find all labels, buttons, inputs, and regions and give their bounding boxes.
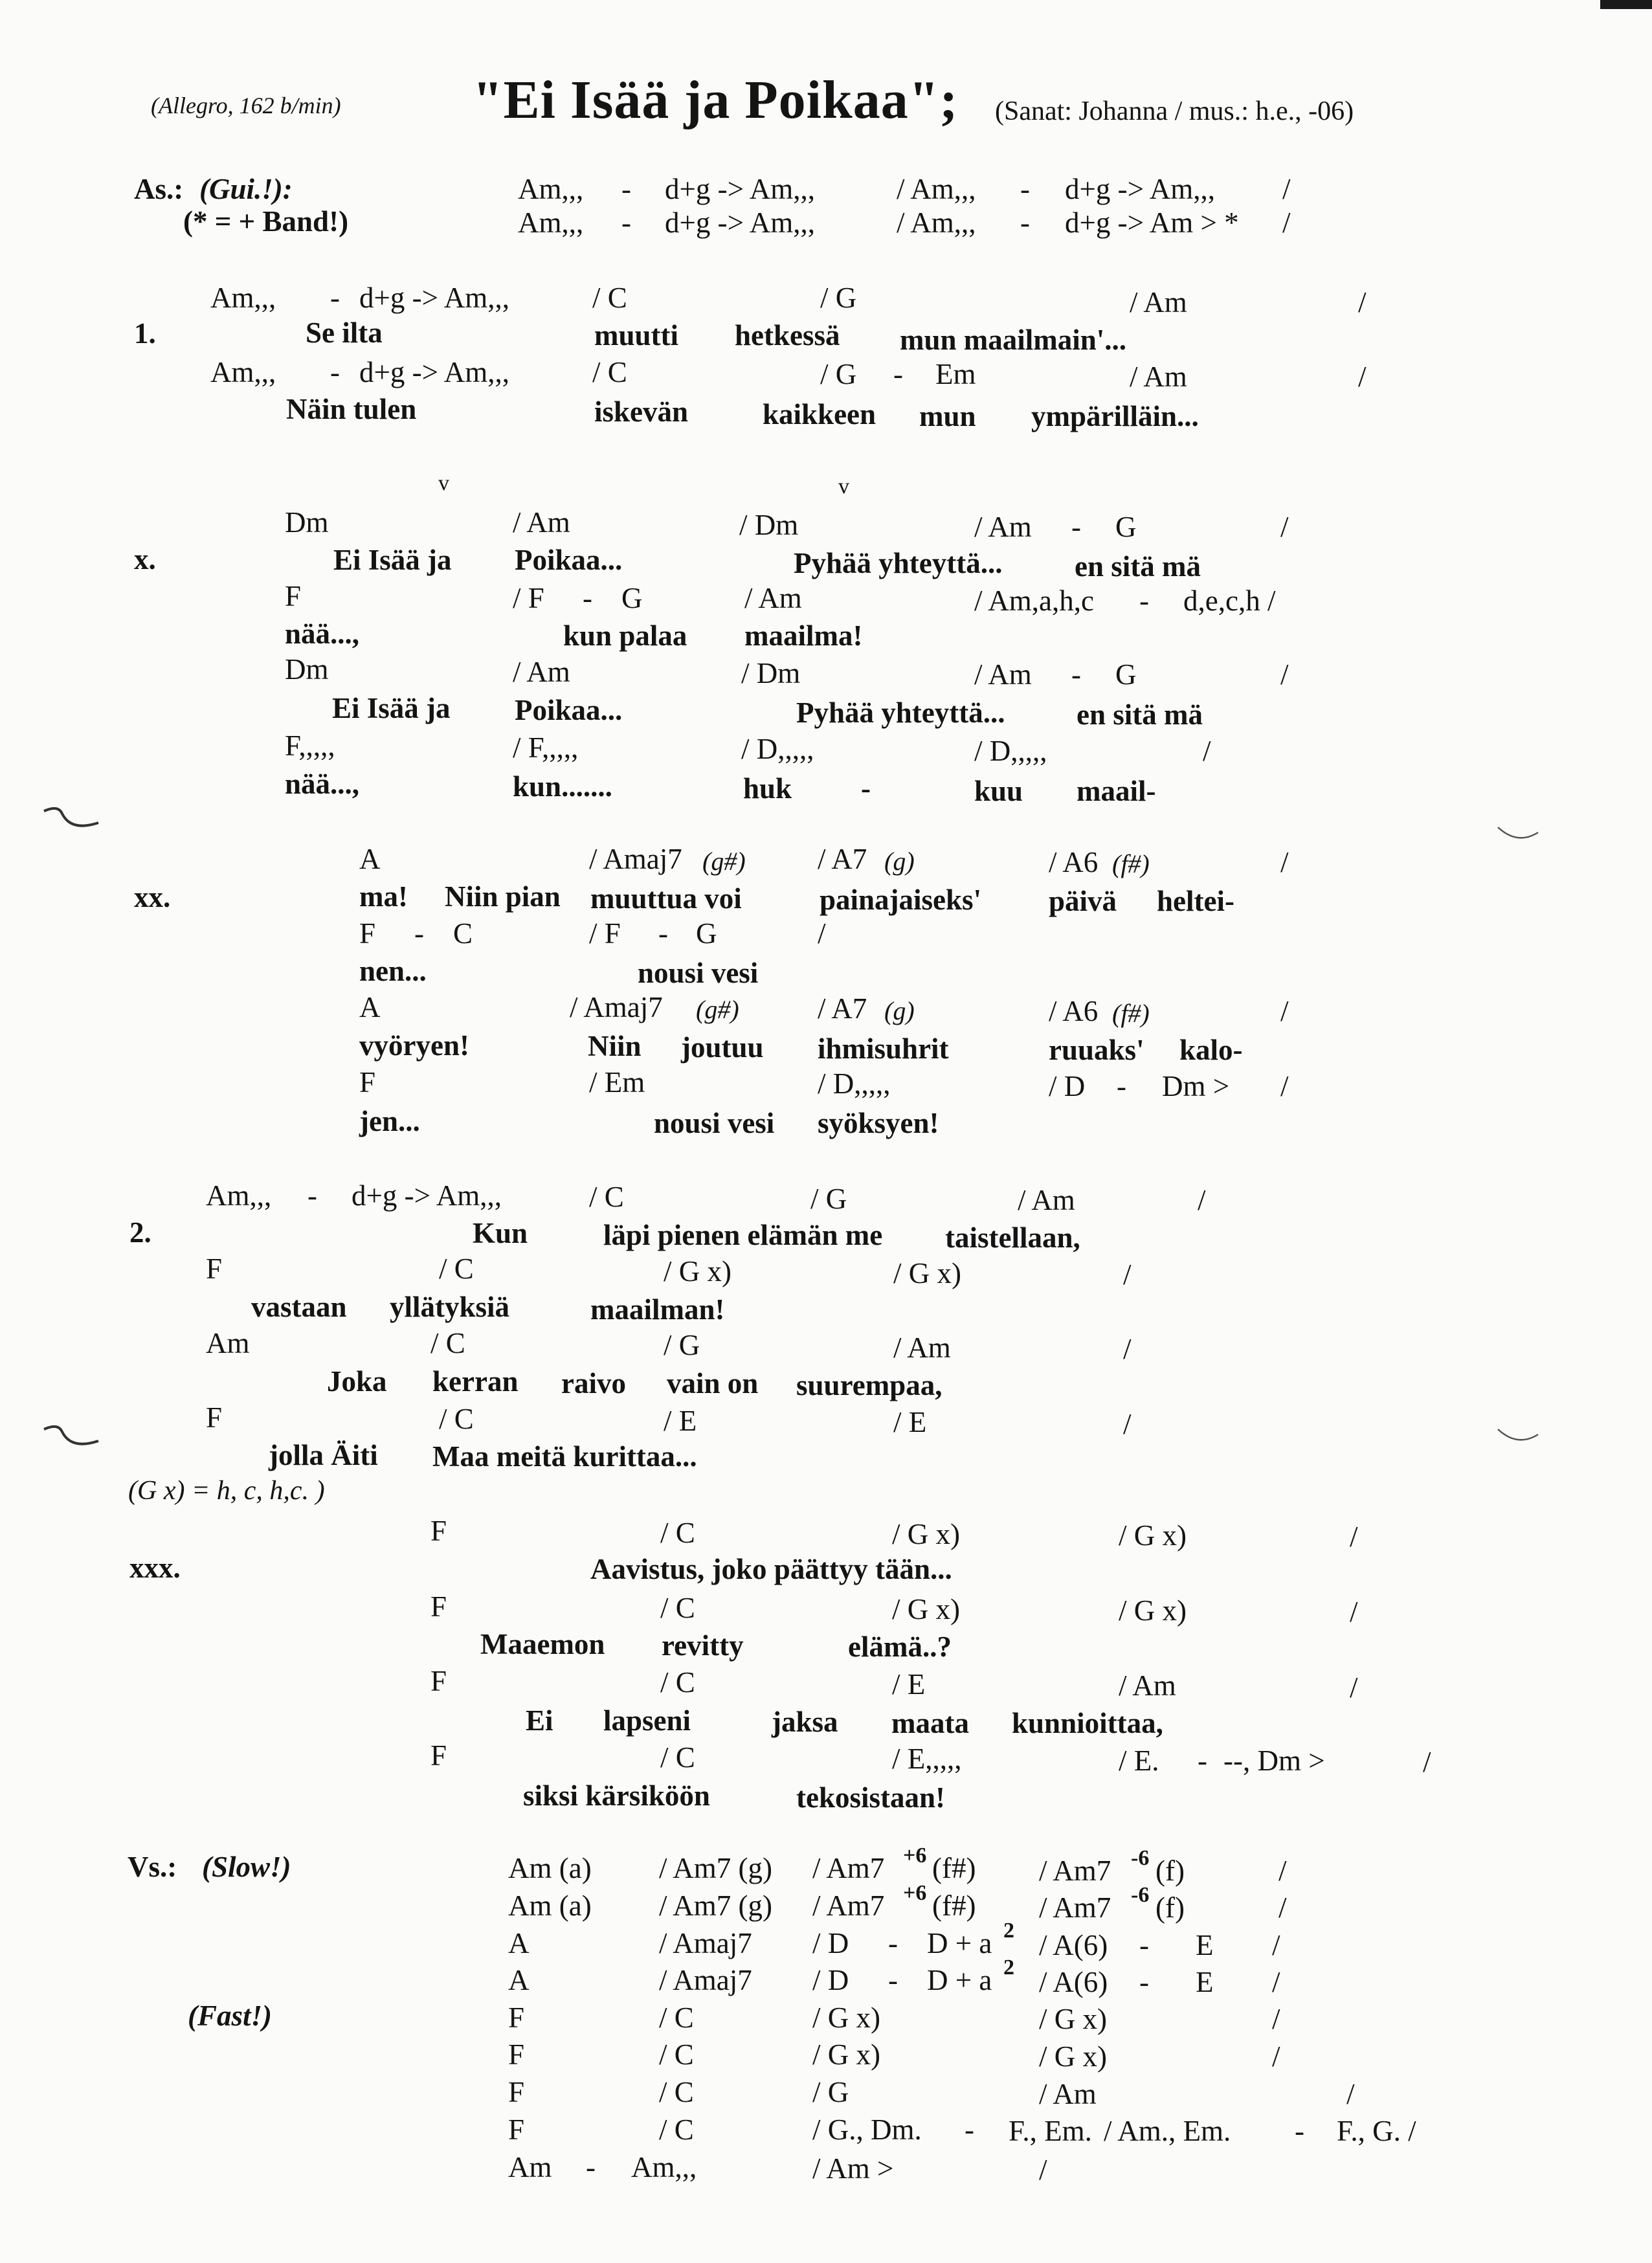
chord: / Am,,, [897,206,976,239]
chord-dash: - [621,173,631,205]
lyric: kun palaa [563,619,687,652]
lyric: syöksyen! [818,1107,939,1139]
gx-definition-note: (G x) = h, c, h,c. ) [128,1476,325,1506]
chord: / A(6) [1039,1966,1108,1998]
bar-line: / [1280,658,1289,691]
lyric: ma! [359,880,408,913]
chord: / C [592,282,627,314]
chord: D + a [927,1927,992,1959]
lyric: kaikkeen [763,398,876,430]
chord: F [508,2076,525,2108]
chord: / Am [1039,2078,1097,2110]
lyric: nää..., [285,768,360,800]
bar-line: / [1272,1966,1280,1998]
chord: / G x) [1039,2040,1107,2073]
chord: / Am [744,582,802,614]
chord: Am,,, [210,282,276,314]
chord: d+g -> Am,,, [352,1179,502,1212]
chord: / Am > [812,2152,894,2185]
chord: / C [660,1741,695,1774]
lyric: Niin pian [445,880,561,913]
chord-superscript: 2 [1003,1956,1014,1979]
song-title: "Ei Isää ja Poikaa"; [473,70,959,130]
chord: / Amaj7 [659,1927,752,1959]
chord: / A(6) [1039,1929,1108,1961]
lyric: vastaan [251,1291,347,1323]
chord: A [508,1964,530,1996]
chord: / D,,,,, [741,733,814,765]
bar-line: / [1350,1596,1358,1628]
lyric: kuu [974,775,1023,807]
lyric: vyöryen! [359,1029,469,1062]
lyric: kalo- [1179,1034,1243,1066]
chord: / Am7 [812,1852,885,1884]
bar-line: / [1039,2154,1047,2186]
bar-line: / [1346,2078,1355,2110]
lyric: tekosistaan! [796,1781,946,1814]
lyric: nen... [359,955,427,987]
chord: / D [812,1964,849,1996]
bar-line: / [1280,846,1289,878]
scan-hole-mark [39,799,104,838]
chord: / E [892,1668,926,1700]
bridge-label: xx. [134,881,171,913]
bar-line: / [1123,1333,1132,1365]
bar-line: / [1423,1746,1431,1778]
chord: Dm [285,653,329,686]
chord: / G [812,2076,849,2108]
lyric: nousi vesi [638,957,759,989]
chord: / Am7 (g) [659,1852,772,1884]
chord-superscript: -6 [1131,1883,1150,1907]
lyric: maail- [1077,775,1156,807]
scan-hole-mark [1495,1424,1541,1450]
chord: / Am7 [1039,1855,1111,1887]
chord-bass-note: (g#) [696,995,739,1024]
chord: F., G. / [1337,2115,1416,2147]
chord: F [430,1665,447,1697]
chord-dash: - [1071,658,1081,691]
chord: / Em [589,1066,645,1098]
chord: / E,,,,, [892,1743,962,1775]
chord: / G [820,282,857,314]
lyric: joutuu [681,1031,764,1064]
chord-dash: - [414,917,424,950]
chord: F [430,1590,447,1623]
lyric: kun....... [513,770,612,803]
chord: / Amaj7 [570,991,663,1023]
chord: G [1115,511,1137,543]
chord-bass-note: (f#) [1112,849,1150,878]
chord-dash: - [893,358,903,390]
bar-line: / [1272,2040,1280,2073]
chord: / G x) [1119,1594,1187,1627]
lyric: nousi vesi [654,1107,775,1139]
chord: Dm > [1162,1070,1230,1102]
bar-line: / [1280,1070,1289,1102]
chord-dash: - [888,1927,898,1959]
lyric: en sitä mä [1077,698,1203,731]
chord: d+g -> Am,,, [665,206,816,239]
lyric: Niin [588,1030,642,1062]
chord: / D,,,,, [974,735,1047,767]
chord: Am,,, [518,173,584,205]
lyric: Se ilta [306,317,383,349]
chord: / C [660,1517,695,1549]
lyric: suurempaa, [796,1369,943,1401]
chord: / A7 [818,992,867,1025]
intro-instrument: (Gui.!): [199,173,293,205]
chord: / Am [1018,1184,1075,1216]
verse-1-label: 1. [134,317,156,350]
chord: / Am [1119,1669,1176,1702]
chord: / G x) [664,1255,731,1288]
lyric: yllätyksiä [390,1291,510,1323]
chord: d+g -> Am,,, [359,282,510,314]
chord-bass-note: (g#) [702,847,746,876]
chord: / A7 [818,843,867,875]
chord-dash: - [658,917,668,950]
chord: E [1196,1929,1214,1961]
chord: --, Dm > [1223,1745,1325,1777]
chord-dash: - [1139,585,1149,617]
chord-dash: - [307,1179,317,1212]
chord: / C [592,356,627,388]
chord: Am (a) [508,1890,592,1922]
outro-label: Vs.: [128,1851,177,1883]
chord-dash: - [888,1964,898,1996]
bar-line: / [1278,1891,1287,1924]
lyric: lapseni [603,1704,691,1737]
chord: / Am,,, [897,173,976,205]
chord-dash: - [330,356,340,388]
tempo-marking: (Allegro, 162 b/min) [151,93,341,118]
chord: / Am [1130,361,1187,393]
chord: G [1115,658,1137,691]
lyric: heltei- [1157,885,1234,917]
chord: G [696,917,717,950]
lyric: Pyhää yhteyttä... [794,547,1003,579]
outro-fast-marking: (Fast!) [188,2000,273,2032]
lyric: jaksa [772,1706,838,1738]
chord: Am,,, [518,206,584,239]
scan-hole-mark [1495,822,1541,848]
lyric: Poikaa... [515,544,623,576]
bar-line: / [818,917,826,950]
lyric: Näin tulen [286,393,417,425]
lyric: kunnioittaa, [1012,1707,1163,1739]
chord: / E. [1119,1745,1159,1777]
chord: A [508,1927,530,1959]
lyric: raivo [561,1367,626,1399]
chord: F [508,2038,525,2071]
chord: C [453,917,473,950]
bar-line: / [1358,286,1367,318]
chord: d+g -> Am,,, [1065,173,1216,205]
bar-line: / [1350,1521,1358,1553]
chord-dash: - [1139,1966,1149,1998]
chord: F [359,1066,376,1098]
chord: / D [1049,1070,1086,1102]
bar-line: / [1282,173,1291,205]
chord: / Amaj7 [589,843,682,875]
lyric: en sitä mä [1075,550,1201,583]
chord: Am [206,1327,250,1359]
chord: / G x) [1039,2003,1107,2035]
chord: / Am [1130,286,1187,318]
chord: / G., Dm. [812,2113,922,2146]
part-3-label: xxx. [129,1552,181,1584]
chord: Am,,, [631,2151,697,2183]
bar-line: / [1278,1855,1287,1887]
lyric: nää..., [285,618,360,650]
chord: (f#) [932,1890,976,1922]
chord: / Am [513,656,570,688]
chord: / C [660,1592,695,1624]
lyric: Ei [526,1704,553,1737]
chord: / Dm [741,657,801,689]
chord-dash: - [1020,173,1030,205]
intro-label: As.: [134,173,184,205]
chord: / Am., Em. [1104,2115,1231,2147]
chord: F [206,1401,223,1434]
chord: / C [659,2076,694,2108]
chord-dash: - [586,2151,596,2183]
chord: / F [589,917,621,950]
chorus-label: x. [134,543,156,575]
lyric: Aavistus, joko päättyy tään... [590,1553,952,1585]
chord: / Am [974,658,1032,691]
chord: / G x) [892,1593,960,1625]
chord: Em [935,358,976,390]
chord: (f) [1155,1891,1185,1924]
lyric: maailman! [590,1293,725,1326]
lyric: ympärilläin... [1031,400,1199,432]
chord: D + a [927,1964,992,1996]
chord: (f#) [932,1852,976,1884]
lyric: revitty [662,1629,744,1662]
chord: d+g -> Am,,, [665,173,816,205]
chord: / G x) [892,1518,960,1550]
chord: d+g -> Am > * [1065,206,1239,239]
lyric: Maaemon [480,1628,605,1660]
chord: / C [430,1327,465,1359]
chord: / G x) [812,2038,880,2071]
chord: F [430,1515,447,1547]
chord: Dm [285,506,329,539]
chord-dash: - [1117,1070,1126,1102]
chord-dash: - [1020,206,1030,239]
bar-line: / [1123,1408,1132,1440]
chord: / Am [513,506,570,539]
bar-line: / [1272,2003,1280,2035]
lyric: maailma! [744,619,863,652]
lyric: ihmisuhrit [818,1032,949,1065]
chord: / G [820,358,857,390]
chord-superscript: 2 [1003,1919,1014,1943]
bar-line: / [1280,511,1289,543]
chord: A [359,843,381,875]
chord: / Am7 [1039,1891,1111,1924]
lyric: jolla Äiti [269,1439,378,1471]
lyric: läpi pienen elämän me [603,1219,883,1251]
lyric: ruuaks' [1049,1034,1144,1066]
chord: / E [893,1406,927,1438]
chord: / G x) [893,1257,961,1289]
chord: / Am7 (g) [659,1890,772,1922]
lyric: siksi kärsiköön [523,1779,710,1812]
scan-hole-mark [39,1418,104,1456]
intro-band-note: (* = + Band!) [183,205,349,238]
bar-line: / [1123,1258,1132,1291]
lyric: hetkessä [735,319,840,351]
chord: / G x) [812,2001,880,2034]
chord: / Amaj7 [659,1964,752,1996]
bar-line: / [1203,735,1211,767]
chord: / Am [974,511,1032,543]
chord: / A6 [1049,995,1099,1027]
chord: / C [660,1666,695,1699]
chord: F [206,1253,223,1285]
chord: (f) [1155,1855,1185,1887]
chord: Am [508,2151,552,2183]
chord: / Am,a,h,c [974,585,1094,617]
chord-dash: - [621,206,631,239]
chord-dash: - [1071,511,1081,543]
chord: / G x) [1119,1519,1187,1552]
chord: E [1196,1966,1214,1998]
lyric: jen... [359,1105,420,1137]
scan-edge-mark [1600,0,1652,9]
chord: Am,,, [210,356,276,388]
chord: F [508,2001,525,2034]
chord: / Am [893,1332,951,1364]
chord: F,,,,, [285,730,335,762]
outro-slow-marking: (Slow!) [202,1851,291,1883]
song-credits: (Sanat: Johanna / mus.: h.e., -06) [995,96,1354,126]
chord: / G [664,1329,700,1361]
chord-superscript: +6 [903,1881,927,1905]
bar-line: / [1350,1671,1358,1704]
chord: / F [513,582,544,614]
chord: F [508,2113,525,2146]
chord: / Dm [739,509,799,541]
accent-mark: v [838,474,849,498]
chord-bass-note: (g) [884,847,915,876]
lyric: Kun [473,1217,528,1249]
bar-line: / [1272,1929,1280,1961]
chord-dash: - [1295,2115,1304,2147]
lyric: mun [919,400,976,432]
chord: F., Em. [1009,2115,1092,2147]
lyric: Joka [327,1365,387,1398]
chord: / E [664,1405,697,1437]
lyric: taistellaan, [945,1221,1080,1254]
verse-2-label: 2. [129,1216,151,1249]
chord: / C [659,2113,694,2146]
chord: / G [810,1183,847,1215]
chord: / C [659,2001,694,2034]
chord: F [430,1739,447,1772]
lyric: Poikaa... [515,694,623,726]
lyric: - [861,772,871,805]
chord: / D,,,,, [818,1067,891,1100]
chord-dash: - [1198,1745,1207,1777]
lyric: kerran [432,1365,519,1398]
chord: G [621,582,643,614]
chord: Am,,, [206,1179,272,1212]
chord: d+g -> Am,,, [359,356,510,388]
accent-mark: v [438,471,449,495]
chord: / C [659,2038,694,2071]
lyric: maata [891,1707,969,1739]
bar-line: / [1282,206,1291,239]
chord-dash: - [1139,1929,1149,1961]
chord: F [359,917,376,950]
bar-line: / [1198,1184,1206,1216]
chord: / C [439,1253,474,1285]
lyric: painajaiseks' [820,884,982,916]
chord: / C [439,1403,474,1435]
chord: A [359,991,381,1023]
lyric: Ei Isää ja [333,544,452,576]
chord: d,e,c,h / [1183,585,1276,617]
lyric: muutti [594,319,679,351]
lyric: iskevän [594,396,689,428]
chord: / D [812,1927,849,1959]
chord-bass-note: (f#) [1112,999,1150,1028]
chord: / A6 [1049,846,1099,878]
chord: / F,,,,, [513,731,579,764]
lyric: elämä..? [848,1631,952,1663]
chord: / Am7 [812,1890,885,1922]
chord-dash: - [583,582,592,614]
lyric: mun maailmain'... [900,324,1127,356]
bar-line: / [1280,995,1289,1027]
chord-dash: - [330,282,340,314]
bar-line: / [1358,361,1367,393]
lyric: Maa meitä kurittaa... [432,1440,697,1473]
lyric: huk [743,772,792,805]
chord: Am (a) [508,1852,592,1884]
chord: / C [589,1181,624,1213]
chord-superscript: -6 [1131,1846,1150,1870]
chord-dash: - [965,2113,974,2146]
lyric: päivä [1049,885,1117,917]
lyric: muuttua voi [590,882,742,915]
lyric: vain on [667,1367,759,1399]
chord-bass-note: (g) [884,996,915,1025]
chord: F [285,580,302,612]
lyric: Pyhää yhteyttä... [796,697,1005,729]
lyric: Ei Isää ja [332,692,451,724]
chord-superscript: +6 [903,1844,927,1867]
